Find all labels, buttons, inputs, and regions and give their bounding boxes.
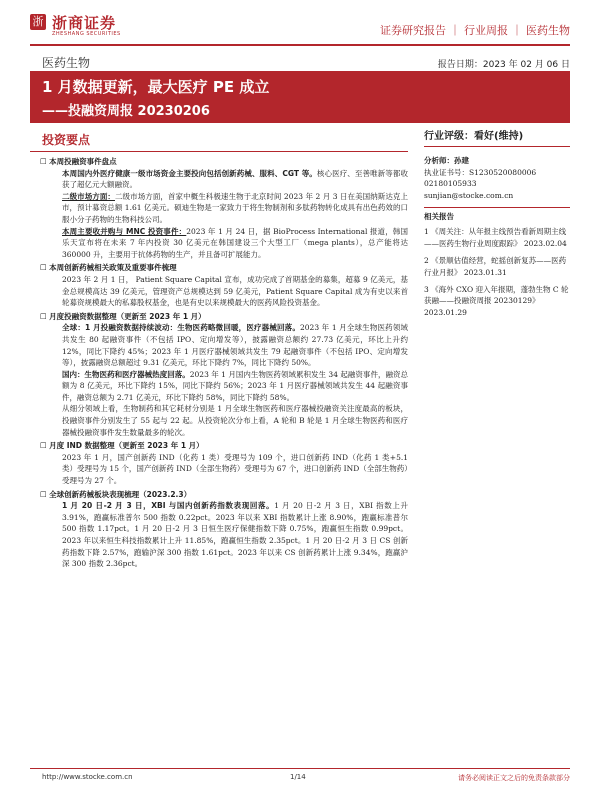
analyst-name: 分析师：孙建 xyxy=(424,156,469,166)
paragraph-text: 2023 年 1 月国内生物医药领域累积发生 34 起融资事件，融资总额为 8 亿美元，环比下降约 15%，同比下降约 56%；2023 年 1 月医疗器械领域共发生 44 起融资事件，融资总额为 2.71 亿美元，环比下降约 58%，同比下降约 58%。 xyxy=(62,369,408,402)
logo-mark: 浙 xyxy=(30,14,46,30)
sector-label: 医药生物 xyxy=(42,56,91,70)
paragraph xyxy=(40,500,408,570)
report-subtitle: ——投融资周报 20230206 xyxy=(42,104,210,119)
bullet-heading: ☐ 全球创新药械板块表现梳理（2023.2.3） xyxy=(40,489,408,501)
paragraph: 2023 年 2 月 1 日， Patient Square Capital 宣布，成功完成了首期基金的募集，超募 9 亿美元，基金总规模高达 39 亿美元，管理资产总规模达到 59 亿美元，Patient Square Capital 成为有史以来首轮募资规模最大的私募股权基金，也是有史以来规模最大的医药风险投资基金。 xyxy=(62,274,408,308)
paragraph xyxy=(40,322,408,368)
paragraph-lead: 二级市场方面： xyxy=(62,191,115,201)
section-heading: 投资要点 xyxy=(42,133,91,147)
paragraph-text: 二级市场方面，首家中概生科极速生物于北京时间 2023 年 2 月 3 日在美国纳斯达克上市，预计募资总额 1.61 亿美元。硕迪生物是一家致力于将生物制剂和多肽药物转化成具有出色药效的口服小分子药物的生物科技公司。 xyxy=(62,191,409,224)
related-report-item[interactable]: 2 《景顺估值经营，蛇摇创新复苏——医药行业月报》 2023.01.31 xyxy=(424,256,567,277)
analyst-phone: 02180105933 xyxy=(424,179,477,189)
logo-subtext: ZHESHANG SECURITIES xyxy=(52,31,121,37)
paragraph-lead: 全球：1 月投融资数据持续波动：生物医药略微回暖，医疗器械回落。 xyxy=(62,323,300,333)
paragraph: 从细分领域上看，生物制药和其它耗材分别是 1 月全球生物医药和医疗器械投融资关注度最高的板块，投融资事件分别发生了 55 起与 22 起。从投资轮次分布上看，A 轮和 B 轮是 1 月全球生物医药和医疗器械投融资事件发生数量最多的轮次。 xyxy=(62,404,408,437)
paragraph xyxy=(40,369,408,404)
paragraph-lead: 1 月 20 日-2 月 3 日，XBI 与国内创新药指数表现回落。 xyxy=(62,501,275,511)
industry-rating: 行业评级：看好(维持) xyxy=(424,131,570,147)
footer-disclaimer: 请务必阅读正文之后的免责条款部分 xyxy=(458,774,570,782)
certificate-number: 执业证书号：S1230520080006 xyxy=(424,167,537,177)
report-date: 报告日期：2023 年 02 月 06 日 xyxy=(437,60,570,70)
paragraph-lead: 本周主要收并购与 MNC 投资事件： xyxy=(62,226,187,236)
paragraph xyxy=(40,226,408,261)
footer-divider xyxy=(30,768,570,769)
analyst-email[interactable]: sunjian@stocke.com.cn xyxy=(424,190,514,200)
footer-url[interactable]: http://www.stocke.com.cn xyxy=(42,773,133,781)
page-number: 1/14 xyxy=(290,773,306,781)
report-category-nav: 证券研究报告 ｜ 行业周报 ｜ 医药生物 xyxy=(380,24,570,37)
paragraph-lead: 国内：生物医药和医疗器械热度回落。 xyxy=(62,369,190,379)
logo-text: 浙商证券 xyxy=(52,14,117,32)
sidebar xyxy=(424,131,570,318)
section-divider xyxy=(30,151,408,152)
paragraph xyxy=(40,191,408,226)
paragraph xyxy=(40,168,408,191)
bullet-heading: ☐ 月度 IND 数据整理（更新至 2023 年 1 月） xyxy=(40,440,408,452)
related-report-item[interactable]: 3 《海外 CXO 迎入年报期，蓬勃生物 C 轮获融——投融资周报 20230129》 2023.01.29 xyxy=(424,285,569,317)
paragraph: 2023 年 1 月，国产创新药 IND（化药 1 类）受理号为 109 个，进口创新药 IND（化药 1 类+5.1 类）受理号为 15 个，国产创新药 IND（全部生物药）受理号为 67 个，进口创新药 IND（全部生物药）受理号为 27 个。 xyxy=(62,452,408,486)
header-divider xyxy=(30,44,570,46)
paragraph-text: 核心医疗、至善唯新等都收获了超亿元大额融资。 xyxy=(62,168,408,190)
paragraph-text: 2023 年 1 月 24 日，据 BioProcess International 报道，韩国乐天宣布将在未来 7 年内投资 30 亿美元在韩国建设三个大型工厂（mega plants），总产能将达 360000 升，主要用于抗体药物的生产，并且备可扩展能力。 xyxy=(62,226,408,259)
bullet-heading: ☐ 本周投融资事件盘点 xyxy=(40,156,408,168)
bullet-heading: ☐ 月度投融资数据整理（更新至 2023 年 1 月） xyxy=(40,311,408,323)
report-title: 1 月数据更新，最大医疗 PE 成立 xyxy=(42,78,270,96)
bullet-heading: ☐ 本周创新药械相关政策及重要事件梳理 xyxy=(40,262,408,274)
related-report-item[interactable]: 1 《周关注：从年报主线预告看新周期主线——医药生物行业周度跟踪》 2023.02.04 xyxy=(424,227,567,248)
paragraph-lead: 本周国内外医疗健康一级市场资金主要投向包括创新药械、服料、CGT 等。 xyxy=(62,168,317,178)
paragraph-text: 1 月 20 日-2 月 3 日，XBI 指数上升 3.91%，跑赢标准普尔 500 指数 0.22pct。2023 年以来 XBI 指数累计上涨 8.90%，跑赢标准普尔 500 指数 1.17pct。1 月 20 日-2 月 3 日恒生医疗保健指数下降 0.75%，跑赢恒生指数 0.99pct。2023 年以来恒生科技指数累计上升 11.85%，跑赢恒生指数 2.35pct。1 月 20 日-2 月 3 日 CS 创新药指数下降 2.57%，跑输沪深 300 指数 1.61pct。2023 年以来 CS 创新药累计上涨 9.34%，跑赢沪深 300 指数 2.36pct。 xyxy=(62,501,408,569)
paragraph-text: 2023 年 1 月全球生物医药领域共发生 80 起融资事件（不包括 IPO、定向增发等），披露融资总额约 27.73 亿美元，环比上升约 12%，同比下降约 45%；2023 年 1 月医疗器械领域共发生 79 起融资事件（不包括 IPO、定向增发等），披露融资总额超过 9.31 亿美元，环比下降约 7%，同比下降约 50%。 xyxy=(62,323,409,368)
main-body xyxy=(40,154,408,570)
related-reports-heading: 相关报告 xyxy=(424,207,570,222)
